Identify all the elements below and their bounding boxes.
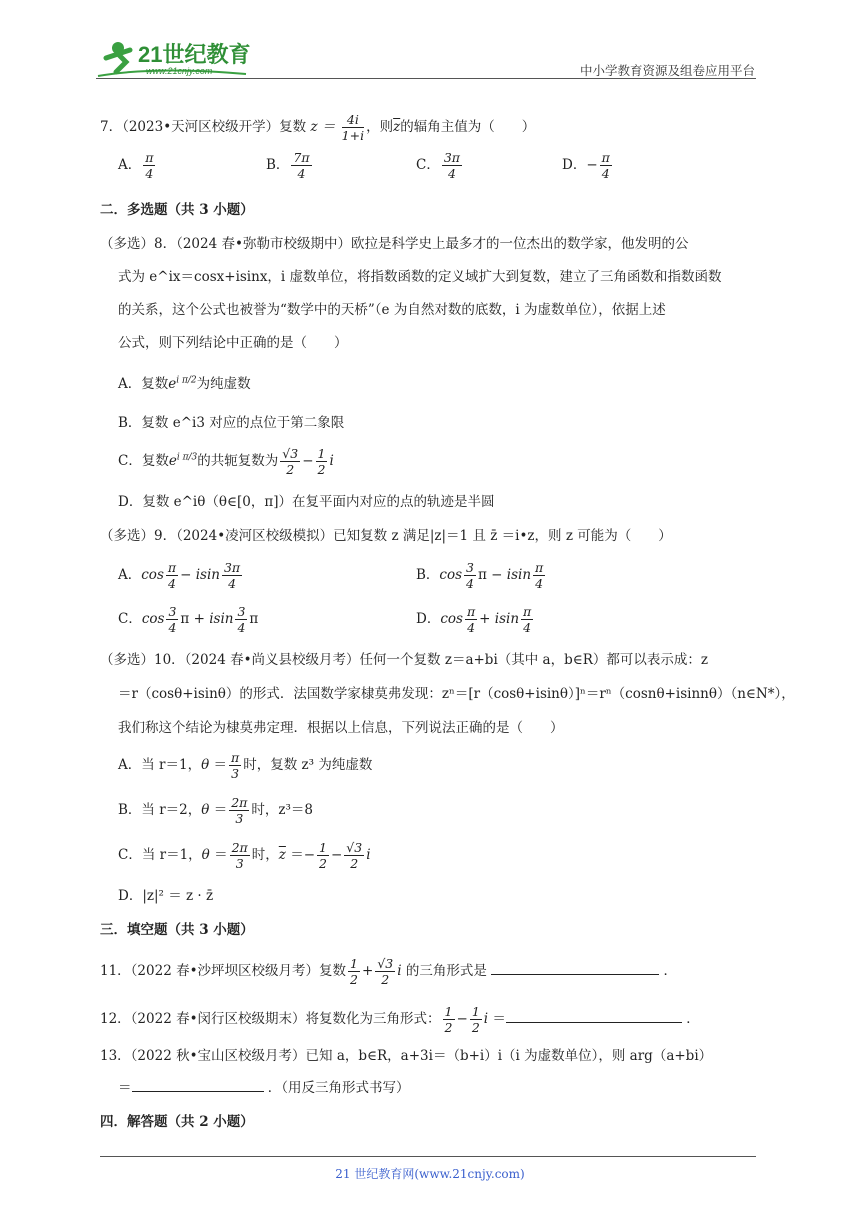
q9-option-d: D．cos $\frac{\pi}{4}$ + isin $\frac{\pi}{4}$ xyxy=(416,604,532,635)
logo-text: 21世纪教育 xyxy=(138,42,251,67)
q8-option-d: D．复数 e^iθ（θ∈[0，π]）在复平面内对应的点的轨迹是半圆 xyxy=(118,494,495,510)
q12-answer-blank[interactable] xyxy=(506,1022,682,1023)
q7-option-d: D．− $\frac{\pi}{4}$ xyxy=(562,150,610,181)
q8-option-c: C．复数$e^{i \pi/3}$的共轭复数为 $\frac{√3}{2}$ − $\frac{1}{2}$ i xyxy=(118,446,334,477)
q10-option-b: B．当 r＝2，θ ＝ $\frac{2\pi}{3}$ 时，z³＝8 xyxy=(118,795,313,826)
q8-option-b: B．复数 e^i3 对应的点位于第二象限 xyxy=(118,415,345,431)
q8-line1: （多选）8．（2024 春•弥勒市校级期中）欧拉是科学史上最多才的一位杰出的数学家，他发明的公 xyxy=(100,236,689,252)
q8-option-a: A．复数$e^{i \pi/2}$为纯虚数 xyxy=(118,375,251,392)
question-7: 7．（2023•天河区校级开学）复数 z ＝ $\frac{4i}{1+i}$ ，则$\overline{z}$的辐角主值为（ ） xyxy=(100,112,536,143)
header-platform-text: 中小学教育资源及组卷应用平台 xyxy=(579,63,755,78)
footer-text[interactable]: 21 世纪教育网(www.21cnjy.com) xyxy=(335,1167,525,1181)
q8-line4: 公式，则下列结论中正确的是（ ） xyxy=(118,335,348,351)
q10-line1: （多选）10．（2024 春•尚义县校级月考）任何一个复数 z＝a+bi（其中 a，b∈R）都可以表示成：z xyxy=(100,652,709,668)
q7-stem: 7．（2023•天河区校级开学）复数 xyxy=(100,119,307,135)
q10-option-a: A．当 r＝1，θ ＝ $\frac{\pi}{3}$ 时，复数 z³ 为纯虚数 xyxy=(118,750,373,781)
q10-option-c: C．当 r＝1，θ ＝ $\frac{2\pi}{3}$ 时，$\overline{z}$ ＝− $\frac{1}{2}$ − $\frac{√3}{2}$ i xyxy=(118,840,371,871)
q10-line2: ＝r（cosθ+isinθ）的形式．法国数学家棣莫弗发现：zⁿ＝[r（cosθ+isinθ）]ⁿ＝rⁿ（cosnθ+isinnθ）（n∈N*）， xyxy=(118,686,795,702)
site-logo xyxy=(96,36,256,80)
q13-line2: ＝ ．（用反三角形式书写） xyxy=(118,1080,410,1096)
q9-option-a: A．cos $\frac{\pi}{4}$ − isin $\frac{3\pi}{4}$ xyxy=(118,560,241,591)
section-2-title: 二．多选题（共 3 小题） xyxy=(100,202,254,218)
q7-option-b: B． $\frac{7\pi}{4}$ xyxy=(266,150,310,181)
q9-stem: （多选）9．（2024•凌河区校级模拟）已知复数 z 满足|z|＝1 且 z̄ ＝i•z，则 z 可能为（ ） xyxy=(100,528,672,544)
q13-answer-blank[interactable] xyxy=(132,1091,264,1092)
q8-line2: 式为 e^ix＝cosx+isinx，i 虚数单位，将指数函数的定义域扩大到复数，建立了三角函数和指数函数 xyxy=(118,269,722,285)
section-3-title: 三．填空题（共 3 小题） xyxy=(100,922,254,938)
q7-option-a: A． $\frac{\pi}{4}$ xyxy=(118,150,154,181)
q7-fraction: $\frac{4i}{1+i}$ xyxy=(341,112,365,143)
question-12: 12．（2022 春•闵行区校级期末）将复数化为三角形式： $\frac{1}{2}$ − $\frac{1}{2}$ i ＝ ． xyxy=(100,1004,700,1035)
q9-option-c: C．cos $\frac{3}{4}$ π + isin $\frac{3}{4}$ π xyxy=(118,604,259,635)
q9-option-b: B．cos $\frac{3}{4}$ π − isin $\frac{\pi}{4}$ xyxy=(416,560,544,591)
q13-line1: 13．（2022 秋•宝山区校级月考）已知 a，b∈R，a+3i＝（b+i）i（i 为虚数单位），则 arg（a+bi） xyxy=(100,1048,713,1064)
section-4-title: 四．解答题（共 2 小题） xyxy=(100,1114,254,1130)
q10-option-d: D．|z|² ＝ z · z̄ xyxy=(118,888,214,904)
logo-url: www.21cnjy.com xyxy=(146,66,213,76)
q11-answer-blank[interactable] xyxy=(491,974,659,975)
question-11: 11．（2022 春•沙坪坝区校级月考）复数 $\frac{1}{2}$ + $\frac{√3}{2}$ i 的三角形式是 ． xyxy=(100,956,677,987)
q8-line3: 的关系，这个公式也被誉为“数学中的天桥”（e 为自然对数的底数，i 为虚数单位），依据上述 xyxy=(118,302,666,318)
q7-option-c: C． $\frac{3\pi}{4}$ xyxy=(416,150,461,181)
q10-line3: 我们称这个结论为棣莫弗定理．根据以上信息，下列说法正确的是（ ） xyxy=(118,720,564,736)
footer-divider xyxy=(100,1156,756,1157)
header-divider xyxy=(96,78,756,79)
